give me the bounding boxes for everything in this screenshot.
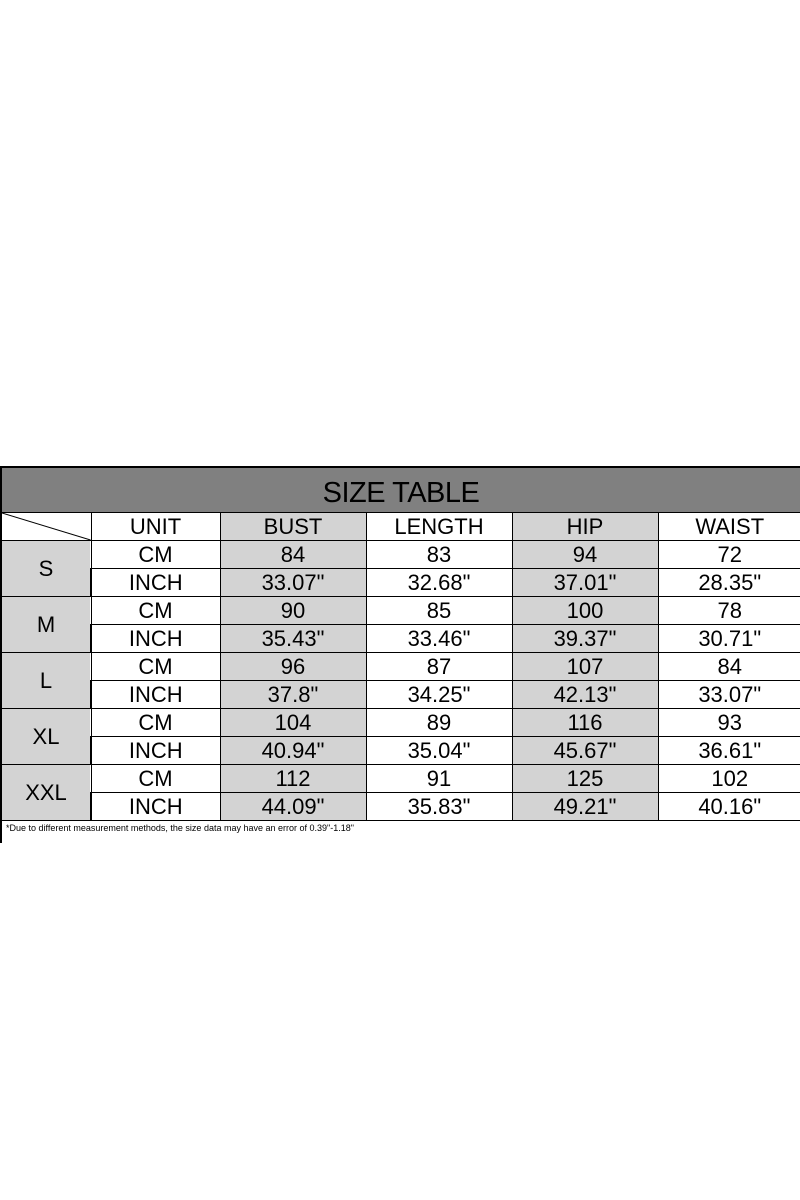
- hip-cell: 49.21": [512, 793, 658, 821]
- unit-cell: CM: [91, 541, 220, 569]
- size-label: XL: [1, 709, 91, 765]
- length-cell: 34.25": [366, 681, 512, 709]
- table-row: [1, 737, 800, 765]
- hip-cell: 37.01": [512, 569, 658, 597]
- waist-cell: 84: [658, 653, 800, 681]
- header-row: [1, 513, 800, 541]
- waist-cell: 93: [658, 709, 800, 737]
- unit-cell: INCH: [91, 737, 220, 765]
- size-table: [0, 512, 800, 821]
- header-length: LENGTH: [366, 513, 512, 541]
- table-row: [1, 569, 800, 597]
- table-row: [1, 793, 800, 821]
- hip-cell: 42.13": [512, 681, 658, 709]
- header-hip: HIP: [512, 513, 658, 541]
- waist-cell: 78: [658, 597, 800, 625]
- size-label: S: [1, 541, 91, 597]
- bust-cell: 112: [220, 765, 366, 793]
- unit-cell: CM: [91, 597, 220, 625]
- length-cell: 87: [366, 653, 512, 681]
- footnote: *Due to different measurement methods, the size data may have an error of 0.39"-1.18": [0, 821, 800, 843]
- unit-cell: CM: [91, 709, 220, 737]
- size-label: M: [1, 597, 91, 653]
- hip-cell: 45.67": [512, 737, 658, 765]
- header-waist: WAIST: [658, 513, 800, 541]
- length-cell: 91: [366, 765, 512, 793]
- length-cell: 89: [366, 709, 512, 737]
- waist-cell: 102: [658, 765, 800, 793]
- length-cell: 33.46": [366, 625, 512, 653]
- table-row: [1, 597, 800, 625]
- bust-cell: 40.94": [220, 737, 366, 765]
- bust-cell: 33.07": [220, 569, 366, 597]
- header-unit: UNIT: [91, 513, 220, 541]
- hip-cell: 125: [512, 765, 658, 793]
- hip-cell: 107: [512, 653, 658, 681]
- bust-cell: 35.43": [220, 625, 366, 653]
- unit-cell: CM: [91, 653, 220, 681]
- corner-cell: [1, 513, 91, 541]
- table-body: [1, 541, 800, 821]
- size-label: XXL: [1, 765, 91, 821]
- table-row: [1, 541, 800, 569]
- size-chart: [0, 466, 800, 843]
- header-bust: BUST: [220, 513, 366, 541]
- size-label: L: [1, 653, 91, 709]
- length-cell: 35.04": [366, 737, 512, 765]
- bust-cell: 44.09": [220, 793, 366, 821]
- unit-cell: INCH: [91, 569, 220, 597]
- unit-cell: CM: [91, 765, 220, 793]
- size-table-title: SIZE TABLE: [0, 466, 800, 512]
- waist-cell: 28.35": [658, 569, 800, 597]
- unit-cell: INCH: [91, 681, 220, 709]
- bust-cell: 96: [220, 653, 366, 681]
- length-cell: 83: [366, 541, 512, 569]
- table-row: [1, 709, 800, 737]
- bust-cell: 37.8": [220, 681, 366, 709]
- bust-cell: 104: [220, 709, 366, 737]
- table-row: [1, 625, 800, 653]
- length-cell: 85: [366, 597, 512, 625]
- waist-cell: 72: [658, 541, 800, 569]
- hip-cell: 94: [512, 541, 658, 569]
- table-row: [1, 653, 800, 681]
- hip-cell: 116: [512, 709, 658, 737]
- waist-cell: 36.61": [658, 737, 800, 765]
- hip-cell: 100: [512, 597, 658, 625]
- hip-cell: 39.37": [512, 625, 658, 653]
- length-cell: 32.68": [366, 569, 512, 597]
- length-cell: 35.83": [366, 793, 512, 821]
- bust-cell: 90: [220, 597, 366, 625]
- table-row: [1, 765, 800, 793]
- unit-cell: INCH: [91, 625, 220, 653]
- bust-cell: 84: [220, 541, 366, 569]
- waist-cell: 33.07": [658, 681, 800, 709]
- waist-cell: 30.71": [658, 625, 800, 653]
- table-row: [1, 681, 800, 709]
- waist-cell: 40.16": [658, 793, 800, 821]
- unit-cell: INCH: [91, 793, 220, 821]
- diagonal-divider-icon: [2, 513, 91, 540]
